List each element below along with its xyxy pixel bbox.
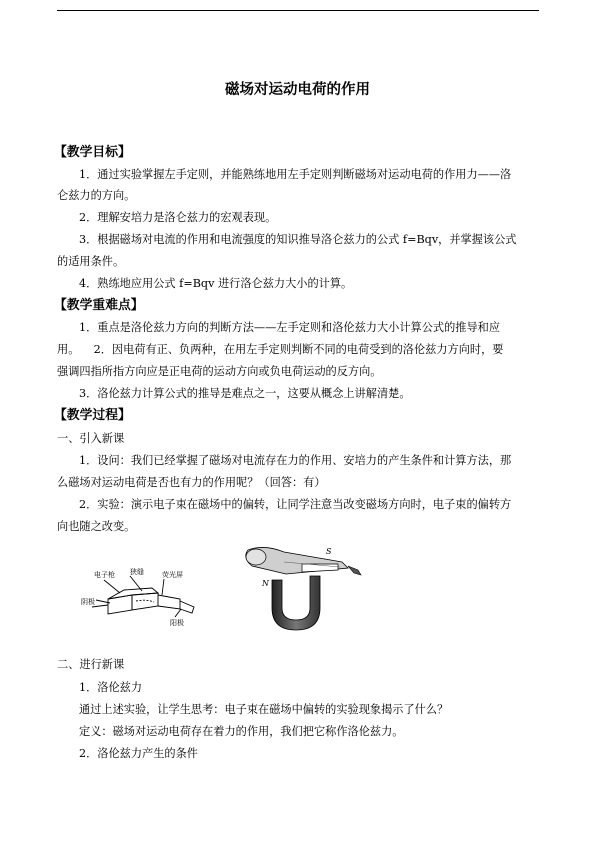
new-lesson-line-2: 通过上述实验，让学生思考：电子束在磁场中偏转的实验现象揭示了什么？: [79, 703, 449, 716]
new-lesson-line-3: 定义：磁场对运动电荷存在着力的作用，我们把它称作洛伦兹力。: [79, 725, 404, 738]
label-electron-gun: 电子枪: [94, 571, 115, 579]
new-lesson-line-4: 2．洛伦兹力产生的条件: [79, 747, 198, 760]
keypoint-line-2: 用。 2．因电荷有正、负两种，在用左手定则判断不同的电荷受到的洛伦兹力方向时，要: [57, 343, 504, 356]
process-part2-title: 二、进行新课: [57, 658, 125, 671]
keypoint-line-3: 强调四指所指方向应是正电荷的运动方向或负电荷运动的反方向。: [57, 365, 382, 378]
process-part1-title: 一、引入新课: [57, 432, 125, 445]
horseshoe-magnet-diagram: [244, 540, 364, 632]
goal-line-6: 4．熟练地应用公式 f=Bqv 进行洛仑兹力大小的计算。: [79, 277, 353, 290]
label-anode: 阳极: [170, 619, 184, 627]
magnet-north-label: N: [262, 579, 269, 588]
new-lesson-line-1: 1．洛伦兹力: [79, 681, 143, 694]
electron-tube-diagram: [80, 565, 202, 627]
keypoint-line-1: 1．重点是洛伦兹力方向的判断方法——左手定则和洛伦兹力大小计算公式的推导和应: [79, 321, 501, 334]
header-rule: [57, 10, 539, 11]
goal-line-5: 的适用条件。: [57, 255, 125, 268]
goal-line-2: 仑兹力的方向。: [57, 189, 136, 202]
goal-line-1: 1．通过实验掌握左手定则，并能熟练地用左手定则判断磁场对运动电荷的作用力——洛: [79, 168, 512, 181]
page-title: 磁场对运动电荷的作用: [225, 82, 370, 98]
process-line-1: 1．设问：我们已经掌握了磁场对电流存在力的作用、安培力的产生条件和计算方法，那: [79, 454, 512, 467]
process-line-3: 2．实验：演示电子束在磁场中的偏转，让同学注意当改变磁场方向时，电子束的偏转方: [79, 498, 512, 511]
heading-teaching-process: 【教学过程】: [54, 408, 131, 423]
process-line-2: 么磁场对运动电荷是否也有力的作用呢？（回答：有）: [57, 476, 326, 489]
goal-line-4: 3．根据磁场对电流的作用和电流强度的知识推导洛仑兹力的公式 f=Bqv，并掌握该公式: [79, 233, 517, 246]
goal-line-3: 2．理解安培力是洛仑兹力的宏观表现。: [79, 211, 277, 224]
label-cathode: 阴极: [81, 598, 95, 606]
heading-key-points: 【教学重难点】: [54, 298, 144, 313]
heading-teaching-goals: 【教学目标】: [54, 145, 131, 160]
process-line-4: 向也随之改变。: [57, 520, 136, 533]
magnet-south-label: S: [326, 547, 332, 556]
label-slit: 狭缝: [130, 568, 144, 576]
keypoint-line-4: 3．洛伦兹力计算公式的推导是难点之一，这要从概念上讲解清楚。: [79, 387, 411, 400]
label-screen: 荧光屏: [162, 571, 183, 579]
